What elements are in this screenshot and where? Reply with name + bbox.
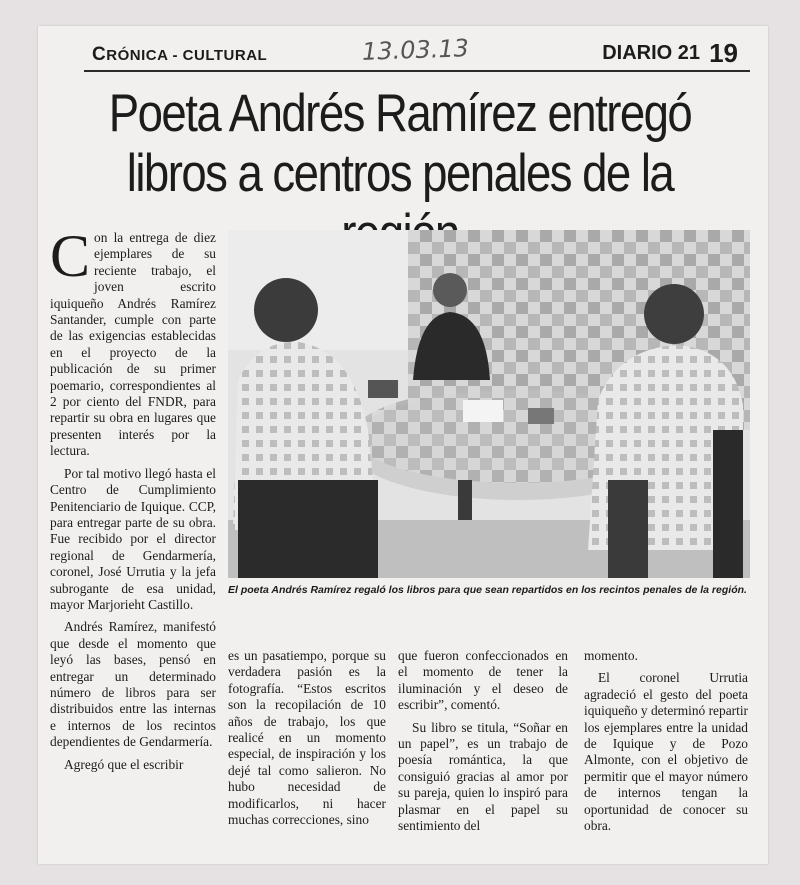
handwritten-date: 13.03.13	[361, 34, 470, 66]
article-photo	[228, 230, 750, 578]
article-column-2	[228, 648, 386, 834]
meeting-photo-illustration	[228, 230, 750, 578]
paragraph: Su libro se titula, “Soñar en un papel”, es un trabajo de poesía romántica, la que consiguió gracias al amor por su pareja, quien lo inspiró para plasmar en el papel su sentimiento del	[398, 719, 568, 834]
page-header	[84, 34, 750, 72]
drop-cap: C	[50, 223, 91, 289]
section-label: CRÓNICA - CULTURAL	[92, 44, 268, 65]
photo-caption: El poeta Andrés Ramírez regaló los libros para que sean repartidos en los recintos penales de la región.	[228, 584, 747, 596]
paragraph: es un pasatiempo, porque su verdadera pasión es la fotografía. “Estos escritos son la recopilación de 10 años de trabajo, los que realicé en un momento especial, de inspiración y los dejé tal como salieron. No hubo necesidad de modificarlos, ni hacer muchas correcciones, sino	[228, 648, 386, 828]
paragraph: momento.	[584, 648, 638, 663]
article-column-1: Con la entrega de diez ejemplares de su reciente trabajo, el joven escrito iquiqueño Andrés Ramírez Santander, cumple con parte de las exigencias establecidas en el proyecto de la publicación de su primer poemario, correspondientes al 2 por ciento del FNDR, para repartir su obra en lugares que presenten interés por la lectura. Por tal motivo llegó hasta el Centro de Cumplimiento Penitenciario de Iquique. CCP, para entregar parte de su obra. Fue recibido por el director regional de Gendarmería, coronel, José Urrutia y la jefa subrogante de esa unidad, mayor Marjorieht Castillo. Andrés Ramírez, manifestó que desde el momento que leyó las bases, pensó en entregar un determinado número de libros para ser distribuidos entre las internas e internos de los recintos dependientes de Gendarmería. Agregó que el escribir	[50, 223, 216, 772]
headline-line-2: libros a centros penales de la	[126, 144, 674, 203]
paragraph: El coronel Urrutia agradeció el gesto del poeta iquiqueño y determinó repartir los ejemplares entre la unidad de Iquique y de Pozo Almonte, con el objetivo de permitir que el mayor número de internos tengan la oportunidad de conocer su obra.	[584, 670, 748, 834]
page-number: 19	[709, 38, 738, 68]
paragraph: Agregó que el escribir	[64, 756, 184, 772]
masthead: DIARIO 21	[602, 42, 700, 64]
paragraph: que fueron confeccionados en el momento de tener la iluminación y el deseo de escribir”, comentó.	[398, 648, 568, 713]
article-column-3	[398, 648, 568, 840]
article-column-4	[584, 648, 748, 840]
paragraph: Andrés Ramírez, manifestó que desde el momento que leyó las bases, pensó en entregar un determinado número de libros para ser distribuidos entre las internas e internos de los recintos dependientes de Gendarmería.	[50, 619, 216, 750]
paragraph: Por tal motivo llegó hasta el Centro de Cumplimiento Penitenciario de Iquique. CCP, para entregar parte de su obra. Fue recibido por el director regional de Gendarmería, coronel, José Urrutia y la jefa subrogante de esa unidad, mayor Marjorieht Castillo.	[50, 465, 216, 612]
headline-line-1: Poeta Andrés Ramírez entregó	[108, 84, 692, 143]
